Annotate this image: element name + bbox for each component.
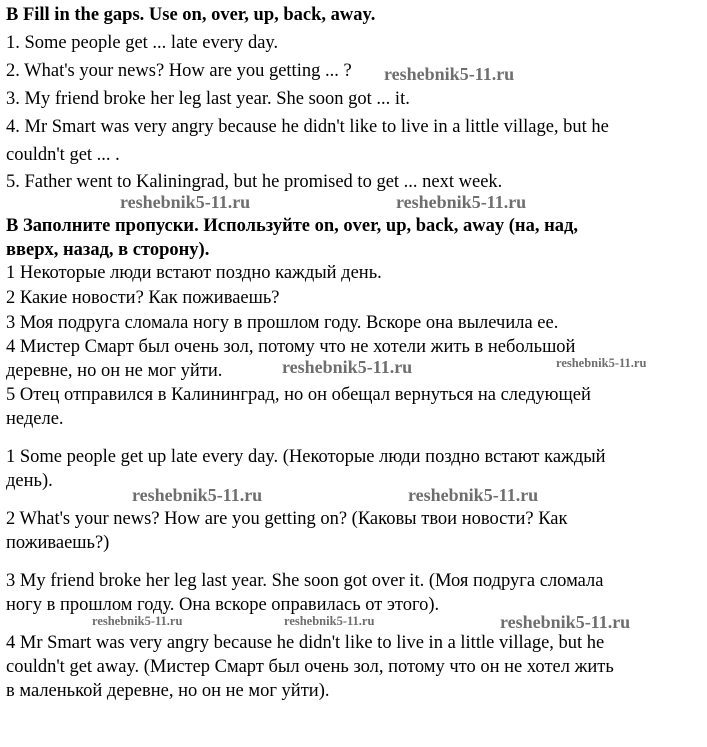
watermark: reshebnik5-11.ru: [132, 485, 263, 505]
answer-line: 4 Mr Smart was very angry because he didn't like to live in a little village, but he: [6, 633, 605, 653]
watermark: reshebnik5-11.ru: [284, 614, 375, 628]
answer-line: couldn't get away. (Мистер Смарт был очень зол, потому что он не хотел жить: [6, 657, 614, 677]
exercise-heading-en: B Fill in the gaps. Use on, over, up, back, away.: [6, 5, 376, 25]
watermark: reshebnik5-11.ru: [384, 64, 515, 84]
exercise-item-ru: 4 Мистер Смарт был очень зол, потому что не хотели жить в небольшой: [6, 337, 576, 357]
exercise-item-en: 1. Some people get ... late every day.: [6, 33, 279, 53]
watermark: reshebnik5-11.ru: [500, 612, 631, 632]
exercise-item-en: 5. Father went to Kaliningrad, but he promised to get ... next week.: [6, 172, 503, 192]
exercise-item-ru: 2 Какие новости? Как поживаешь?: [6, 288, 280, 308]
answer-line: 1 Some people get up late every day. (Некоторые люди поздно встают каждый: [6, 447, 606, 467]
watermark: reshebnik5-11.ru: [92, 614, 183, 628]
answer-line: ногу в прошлом году. Она вскоре оправилась от этого).: [6, 595, 440, 615]
exercise-item-ru: 1 Некоторые люди встают поздно каждый день.: [6, 263, 382, 283]
exercise-item-en: 3. My friend broke her leg last year. She soon got ... it.: [6, 89, 410, 109]
watermark: reshebnik5-11.ru: [556, 356, 647, 370]
exercise-item-en: 4. Mr Smart was very angry because he didn't like to live in a little village, but he: [6, 117, 609, 137]
exercise-item-ru: деревне, но он не мог уйти.: [6, 361, 223, 381]
answer-line: день).: [6, 471, 53, 491]
watermark: reshebnik5-11.ru: [396, 192, 527, 212]
answer-line: в маленькой деревне, но он не мог уйти).: [6, 681, 330, 701]
exercise-item-ru: неделе.: [6, 409, 64, 429]
exercise-item-en: 2. What's your news? How are you getting ... ?: [6, 61, 352, 81]
watermark: reshebnik5-11.ru: [282, 357, 413, 377]
exercise-item-ru: 3 Моя подруга сломала ногу в прошлом году. Вскоре она вылечила ее.: [6, 313, 559, 333]
answer-line: 3 My friend broke her leg last year. She soon got over it. (Моя подруга сломала: [6, 571, 604, 591]
answer-line: 2 What's your news? How are you getting on? (Каковы твои новости? Как: [6, 509, 568, 529]
exercise-item-en: couldn't get ... .: [6, 145, 120, 165]
exercise-heading-ru: B Заполните пропуски. Используйте on, over, up, back, away (на, над,: [6, 216, 578, 236]
answer-line: поживаешь?): [6, 533, 110, 553]
watermark: reshebnik5-11.ru: [120, 192, 251, 212]
exercise-item-ru: 5 Отец отправился в Калининград, но он обещал вернуться на следующей: [6, 385, 591, 405]
exercise-heading-ru-cont: вверх, назад, в сторону).: [6, 240, 210, 260]
watermark: reshebnik5-11.ru: [408, 485, 539, 505]
